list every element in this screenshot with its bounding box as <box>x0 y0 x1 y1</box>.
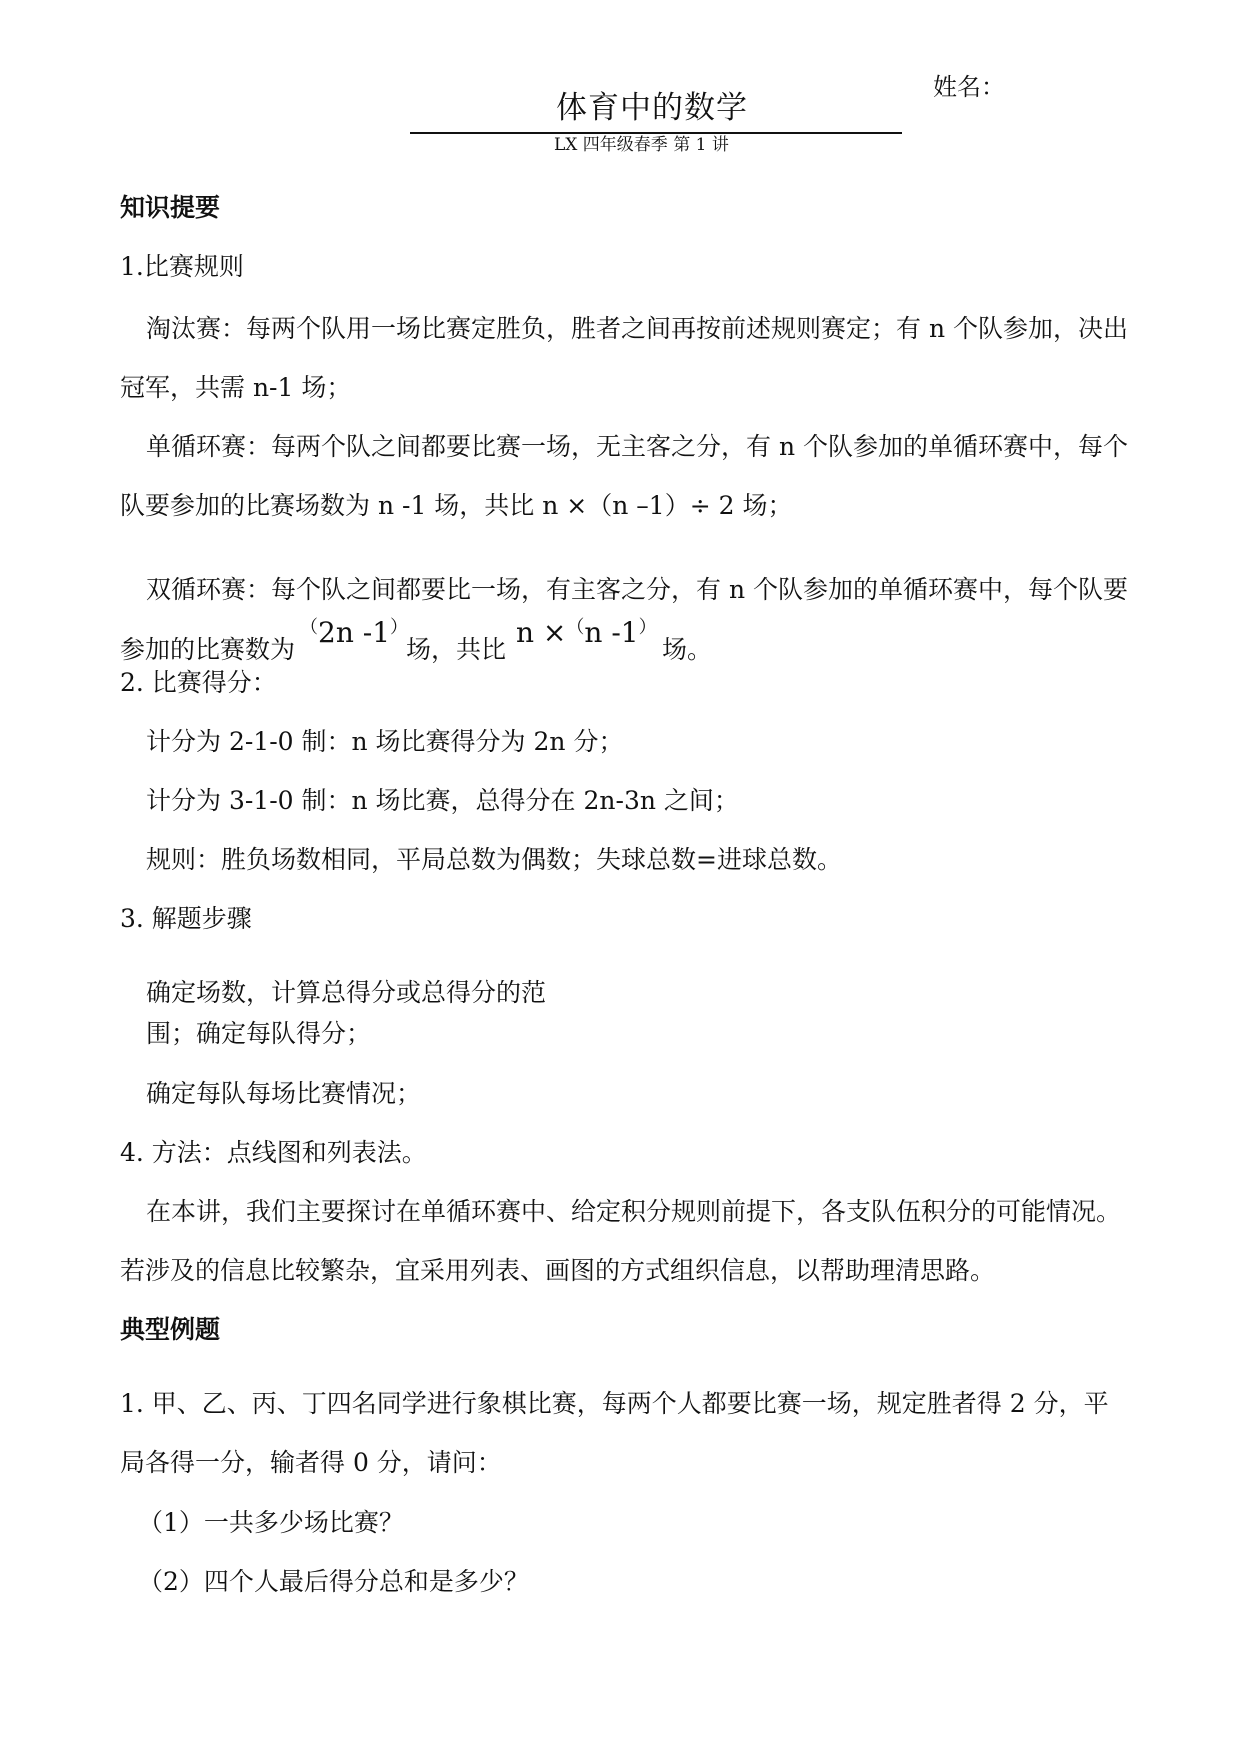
scoring-2-1-0: 计分为 2-1-0 制：n 场比赛得分为 2n 分； <box>146 727 624 756</box>
section-title-scoring: 2. 比赛得分： <box>120 668 277 697</box>
single-round-line-1: 单循环赛：每两个队之间都要比赛一场，无主客之分，有 n 个队参加的单循环赛中，每个 <box>146 432 1128 461</box>
section-title-methods: 4. 方法：点线图和列表法。 <box>120 1138 427 1167</box>
knockout-line-2: 冠军，共需 n-1 场； <box>120 373 352 402</box>
question-1-line-1: 1. 甲、乙、丙、丁四名同学进行象棋比赛，每两个人都要比赛一场，规定胜者得 2 分，平 <box>120 1389 1109 1418</box>
formula-double-total: n ×（n -1） <box>516 616 657 649</box>
page-title: 体育中的数学 <box>556 90 748 126</box>
step-1-line-2: 围；确定每队得分； <box>146 1019 372 1048</box>
step-1-line-1: 确定场数，计算总得分或总得分的范 <box>146 978 547 1007</box>
double-round-line-2-a: 参加的比赛数为 <box>120 635 296 664</box>
page-subtitle: LX 四年级春季 第 1 讲 <box>554 135 729 155</box>
question-1-line-2: 局各得一分，输者得 0 分，请问： <box>120 1448 502 1477</box>
knockout-line-1: 淘汰赛：每两个队用一场比赛定胜负，胜者之间再按前述规则赛定；有 n 个队参加，决出 <box>146 314 1128 343</box>
summary-line-1: 在本讲，我们主要探讨在单循环赛中、给定积分规则前提下，各支队伍积分的可能情况。 <box>146 1197 1122 1226</box>
section-heading-knowledge: 知识提要 <box>120 193 221 222</box>
section-heading-examples: 典型例题 <box>120 1315 221 1344</box>
double-round-line-1: 双循环赛：每个队之间都要比一场，有主客之分，有 n 个队参加的单循环赛中，每个队要 <box>146 575 1128 604</box>
step-2: 确定每队每场比赛情况； <box>146 1079 422 1108</box>
question-1-part-1: （1）一共多少场比赛？ <box>138 1508 404 1537</box>
section-title-rules: 1.比赛规则 <box>120 252 244 281</box>
double-round-line-2-b: 场，共比 <box>406 635 507 664</box>
scoring-3-1-0: 计分为 3-1-0 制：n 场比赛，总得分在 2n-3n 之间； <box>146 786 739 815</box>
double-round-line-2-c: 场。 <box>662 635 713 664</box>
single-round-line-2: 队要参加的比赛场数为 n -1 场，共比 n ×（n –1）÷ 2 场； <box>120 491 793 520</box>
title-underline <box>410 132 902 134</box>
formula-double-per-team: （2n -1） <box>300 616 409 649</box>
section-title-steps: 3. 解题步骤 <box>120 904 252 933</box>
scoring-rule: 规则：胜负场数相同，平局总数为偶数；失球总数=进球总数。 <box>146 845 842 874</box>
name-label: 姓名： <box>933 73 1005 101</box>
question-1-part-2: （2）四个人最后得分总和是多少？ <box>138 1567 529 1596</box>
summary-line-2: 若涉及的信息比较繁杂，宜采用列表、画图的方式组织信息，以帮助理清思路。 <box>120 1256 996 1285</box>
